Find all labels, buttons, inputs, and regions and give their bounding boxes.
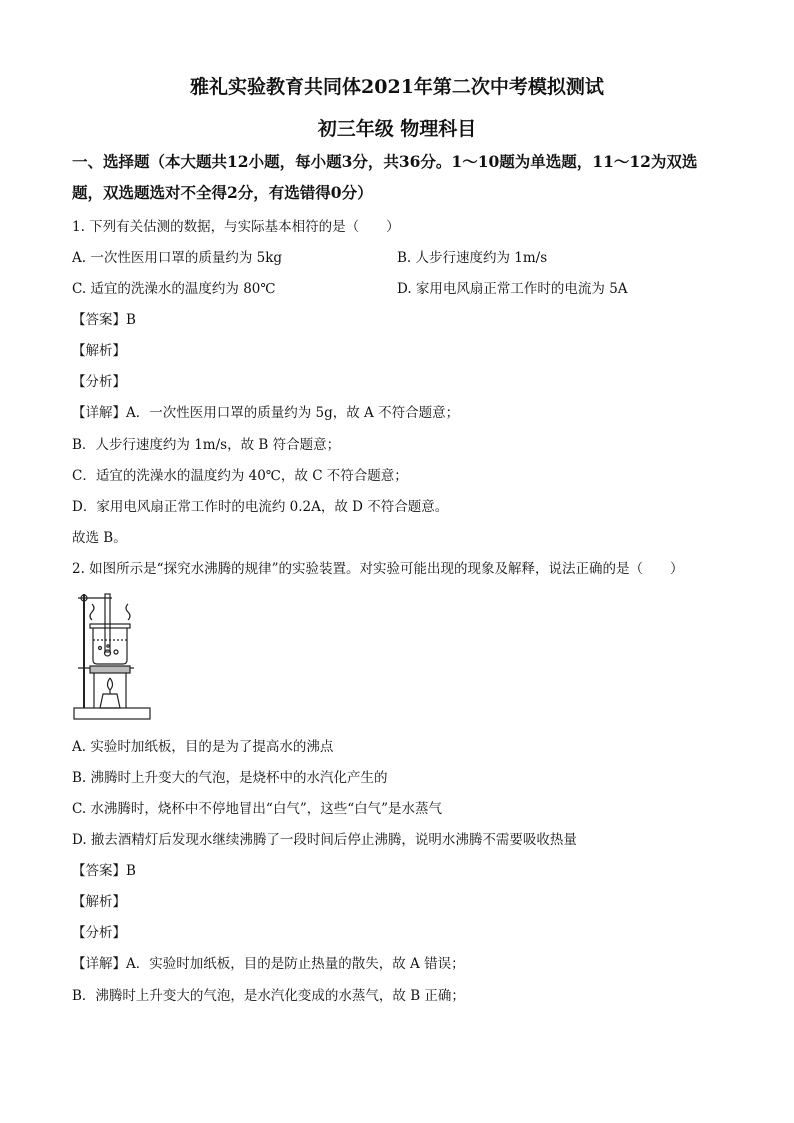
- q2-option-a: A. 实验时加纸板，目的是为了提高水的沸点: [72, 739, 334, 755]
- q1-detail-a: 【详解】A．一次性医用口罩的质量约为 5g，故 A 不符合题意；: [72, 405, 460, 421]
- q1-option-b: B. 人步行速度约为 1m/s: [397, 250, 548, 266]
- apparatus-base: [74, 708, 150, 719]
- q2-answer: 【答案】B: [72, 863, 136, 879]
- q1-option-a: A. 一次性医用口罩的质量约为 5kg: [72, 250, 283, 266]
- q2-fenxi-label: 【分析】: [72, 925, 126, 941]
- q2-option-d: D. 撤去酒精灯后发现水继续沸腾了一段时间后停止沸腾，说明水沸腾不需要吸收热量: [72, 832, 577, 848]
- q1-stem: 1. 下列有关估测的数据，与实际基本相符的是（ ）: [72, 219, 400, 235]
- q1-fenxi-label: 【分析】: [72, 374, 126, 390]
- q1-option-c: C. 适宜的洗澡水的温度约为 80℃: [72, 281, 276, 297]
- bubble: [114, 650, 118, 654]
- bubble: [107, 645, 109, 647]
- q1-detail-b: B．人步行速度约为 1m/s，故 B 符合题意；: [72, 437, 341, 453]
- q1-conclusion: 故选 B。: [72, 530, 127, 546]
- q2-analysis-label: 【解析】: [72, 894, 126, 910]
- steam-left: [90, 604, 94, 620]
- exam-title: 雅礼实验教育共同体2021年第二次中考模拟测试: [190, 76, 604, 98]
- q2-option-b: B. 沸腾时上升变大的气泡，是烧杯中的水汽化产生的: [72, 770, 388, 786]
- q1-detail-d: D．家用电风扇正常工作时的电流约 0.2A，故 D 不符合题意。: [72, 499, 449, 515]
- section-heading-line2: 题，双选题选对不全得2分，有选错得0分）: [72, 183, 373, 202]
- bubble: [99, 647, 102, 650]
- q1-analysis-label: 【解析】: [72, 343, 126, 359]
- thermometer: [105, 594, 110, 652]
- section-heading-line1: 一、选择题（本大题共12小题，每小题3分，共36分。1～10题为单选题，11～12为双选: [72, 152, 698, 171]
- q2-stem: 2. 如图所示是“探究水沸腾的规律”的实验装置。对实验可能出现的现象及解释，说法正确的是（ ）: [72, 561, 684, 577]
- wire-gauze: [90, 666, 130, 673]
- thermometer-bulb: [105, 650, 111, 656]
- flame: [108, 678, 113, 690]
- q1-option-d: D. 家用电风扇正常工作时的电流为 5A: [397, 281, 628, 297]
- q2-detail-b: B．沸腾时上升变大的气泡，是水汽化变成的水蒸气，故 B 正确；: [72, 988, 465, 1004]
- q2-option-c: C. 水沸腾时，烧杯中不停地冒出“白气”，这些“白气”是水蒸气: [72, 801, 443, 817]
- boiling-apparatus-figure: [72, 590, 152, 722]
- exam-subtitle: 初三年级 物理科目: [317, 118, 477, 140]
- q1-answer: 【答案】B: [72, 312, 136, 328]
- steam-right: [126, 604, 130, 620]
- q1-detail-c: C．适宜的洗澡水的温度约为 40℃，故 C 不符合题意；: [72, 468, 408, 484]
- alcohol-lamp: [100, 694, 120, 708]
- q2-detail-a: 【详解】A．实验时加纸板，目的是防止热量的散失，故 A 错误；: [72, 956, 465, 972]
